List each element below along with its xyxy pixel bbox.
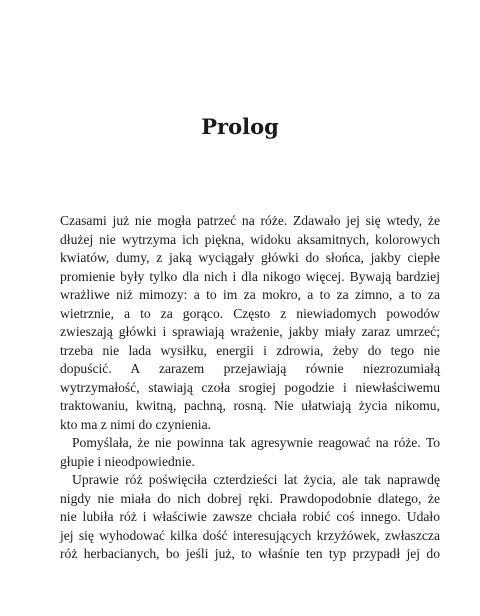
text-line: głupie i nieodpowiednie. [60,453,195,469]
text-line: wytrzymałość, stawiają czoła srogiej pogodzie i niewłaściwemu [60,379,440,395]
text-line: Pomyślała, że nie powinna tak agresywnie reagować na róże. To [72,435,440,450]
text-line: Uprawie róż poświęciła czterdzieści lat życia, ale tak naprawdę [72,472,440,487]
text-line: kwiatów, dumy, z jaką wyciągały główki do słońca, jakby ciepłe [60,250,440,265]
text-line: traktowaniu, kwitną, pachną, rosną. Nie ułatwiają życia nikomu, [60,398,440,413]
text-line: kto ma z nimi do czynienia. [60,416,211,432]
text-line: nie lubiła róż i właściwie zawsze chciała robić coś innego. Udało [60,509,440,524]
chapter-title: Prolog [201,114,279,139]
text-line: wrażliwe niż mimozy: a to im za mokro, a to za zimno, a to za [60,287,440,302]
text-line: promienie były tylko dla nich i dla nikogo więcej. Bywają bardziej [60,268,440,284]
text-line: zwieszają główki i sprawiają wrażenie, jakby miały zaraz umrzeć; [60,324,440,339]
text-line: nigdy nie miała do nich dobrej ręki. Prawdopodobnie dlatego, że [60,490,440,506]
text-line: dopuścić. A zarazem przejawiają równie niezrozumiałą [60,361,440,376]
text-line: Czasami już nie mogła patrzeć na róże. Zdawało jej się wtedy, że [60,213,440,228]
text-line: dłużej nie wytrzyma ich piękna, widoku aksamitnych, kolorowych [60,231,440,247]
text-line: jej się wyhodować kilka dość interesujących krzyżówek, zwłaszcza [60,527,440,543]
text-line: wietrznie, a to za gorąco. Często z niewiadomych powodów [60,305,440,321]
text-line: trzeba nie lada wysiłku, energii i zdrowia, żeby do tego nie [60,342,440,358]
text-line: róż herbacianych, bo jeśli już, to właśnie ten typ przypadł jej do [60,546,440,561]
body-text [60,212,440,564]
